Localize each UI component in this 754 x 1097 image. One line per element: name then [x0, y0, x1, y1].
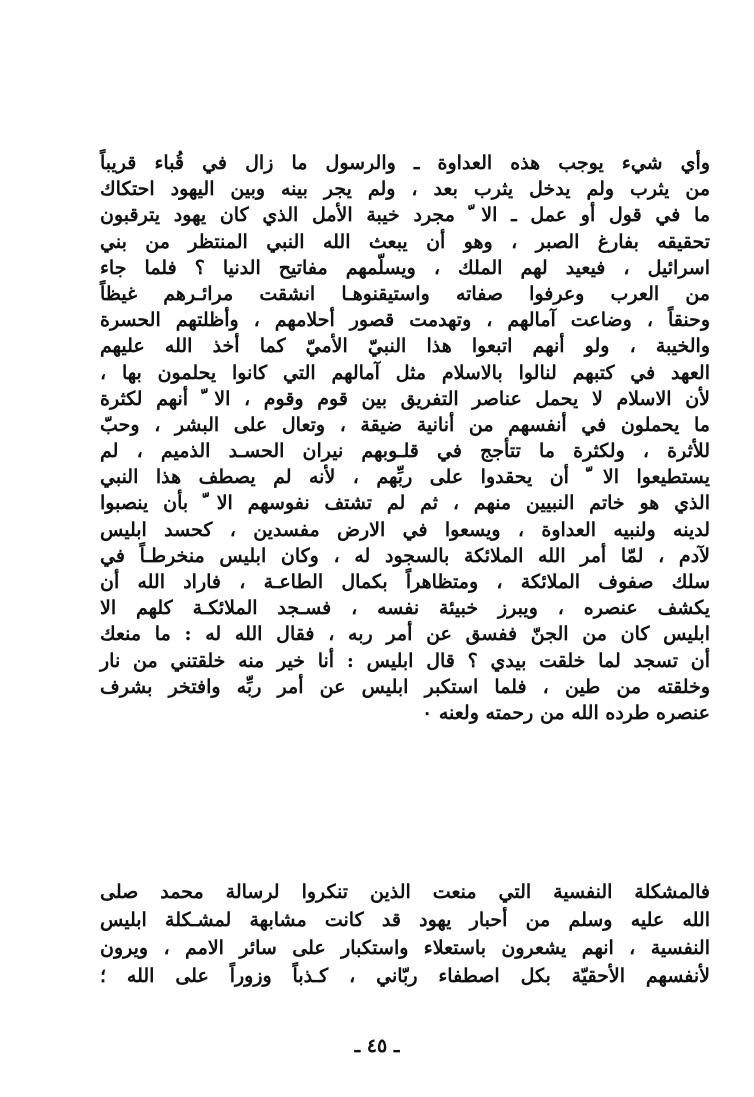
text-line: ابليس كان من الجنّ ففسق عن أمر ربه ، فقال الله له : ما منعك	[100, 623, 710, 646]
text-line: النفسية ، انهم يشعرون باستعلاء واستكبار على سائر الامم ، ويرون	[100, 937, 710, 959]
text-line: الله عليه وسلم من أحبار يهود قد كانت مشابهة لمشـكلة ابليس	[100, 909, 710, 931]
text-line: يستطيعوا الا ّ أن يحقدوا على ربِّهم ، لأنه لم يصطف هذا النبي	[100, 466, 710, 489]
text-line: من يثرب ولم يدخل يثرب بعد ، ولم يجر بينه وبين اليهود احتكاك	[100, 178, 710, 201]
paragraph-2	[100, 878, 710, 990]
text-line: العهد في كتبهم لنالوا بالاسلام مثل آمالهم التي كانوا يحلمون بها ،	[100, 361, 711, 384]
text-line: لدينه ولنبيه العداوة ، ويسعوا في الارض مفسدين ، كحسد ابليس	[100, 518, 710, 541]
text-line: تحقيقه بفارغ الصبر ، وهو أن يبعث الله النبي المنتظر من بني	[100, 230, 711, 253]
text-line: اسرائيل ، فيعيد لهم الملك ، ويسلّمهم مفاتيح الدنيا ؟ فلما جاء	[100, 256, 710, 279]
text-line: من العرب وعرفوا صفاته واستيقنوهـا انشقت مرائـرهم غيظاً	[100, 282, 710, 305]
paragraph-1	[100, 150, 710, 726]
text-line: وأي شيء يوجب هذه العداوة ـ والرسول ما زال في قُباء قريباً	[100, 152, 710, 174]
text-line: وخلقته من طين ، فلما استكبر ابليس عن أمر ربِّه وافتخر بشرف	[100, 675, 710, 698]
text-line: للأثرة ، ولكثرة ما تتأجج في قلـوبهم نيران الحسـد الذميم ، لم	[100, 440, 710, 463]
text-line: وحنقاً ، وضاعت آمالهم ، وتهدمت قصور أحلامهم ، وأظلتهم الحسرة	[100, 309, 710, 332]
text-line: الذي هو خاتم النبيين منهم ، ثم لم تشتف نفوسهم الا ّ بأن ينصبوا	[100, 492, 710, 515]
text-line: يكشف عنصره ، ويبرز خبيئة نفسه ، فسـجد الملائكـة كلهم الا	[100, 597, 710, 620]
text-line: لأن الاسلام لا يحمل عناصر التفريق بين قوم وقوم ، الا ّ أنهم لكثرة	[100, 387, 710, 410]
text-line: أن تسجد لما خلقت بيدي ؟ قال ابليس : أنا خير منه خلقتني من نار	[100, 649, 710, 672]
text-line: لأنفسهم الأحقيّة بكل اصطفاء ربّاني ، كـذباً وزوراً على الله ؛	[100, 965, 710, 987]
page-number: ـ ٤٥ ـ	[354, 1035, 400, 1057]
text-line: والخيبة ، ولو أنهم اتبعوا هذا النبيّ الأميّ كما أخذ الله عليهم	[100, 335, 710, 358]
text-line: فالمشكلة النفسية التي منعت الذين تنكروا لرسالة محمد صلى	[100, 881, 710, 903]
text-line: لآدم ، لمّا أمر الله الملائكة بالسجود له ، وكان ابليس منخرطـاً في	[100, 544, 710, 567]
text-line: عنصره طرده الله من رحمته ولعنه ٠	[422, 701, 710, 724]
text-line: ما يحملون في أنفسهم من أنانية ضيقة ، وتعال على البشر ، وحبّ	[100, 413, 710, 436]
text-line: سلك صفوف الملائكة ، ومتظاهراً بكمال الطاعـة ، فاراد الله أن	[100, 571, 710, 593]
text-line: ما في قول أو عمل ـ الا ّ مجرد خيبة الأمل الذي كان يهود يترقبون	[100, 204, 710, 227]
